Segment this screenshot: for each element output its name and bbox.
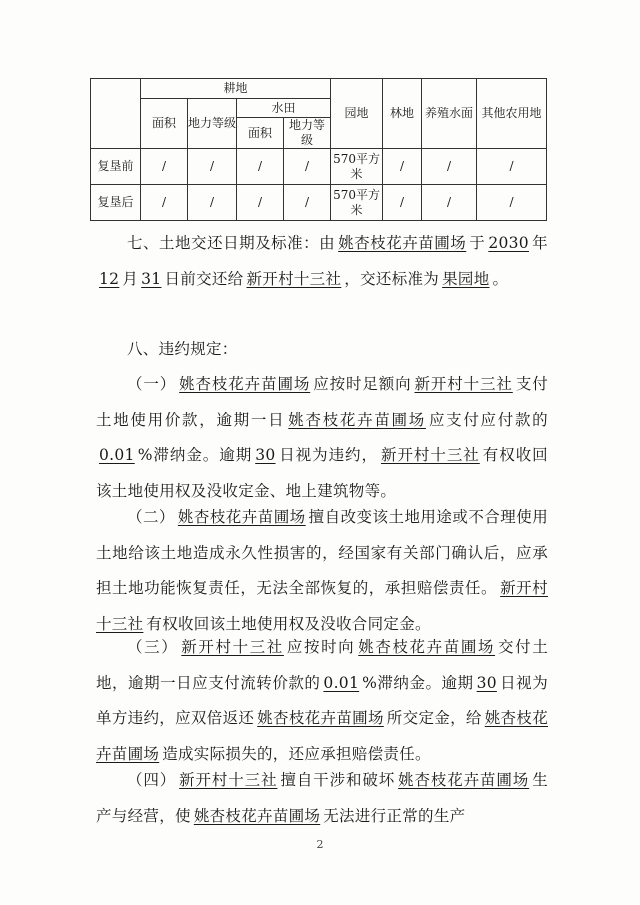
table-row xyxy=(91,185,547,221)
section-7-return-date xyxy=(96,226,548,297)
text: 交付土地，逾期一日应支付流转价款的 xyxy=(96,638,549,692)
text: 七、土地交还日期及标准：由 xyxy=(127,234,336,252)
header-shuitian-area: 面积 xyxy=(237,118,284,149)
table-cell: / xyxy=(141,149,188,185)
table-cell: / xyxy=(237,149,284,185)
clause-2 xyxy=(96,500,548,642)
header-yangzhi: 养殖水面 xyxy=(422,79,477,149)
table-cell: / xyxy=(477,149,547,185)
header-yuandi: 园地 xyxy=(331,79,383,149)
header-shuitian: 水田 xyxy=(237,99,331,118)
table-cell: / xyxy=(284,185,331,221)
party-b-name: 姚杏枝花卉苗圃场 xyxy=(338,234,467,252)
text: 日视为违约， xyxy=(278,446,378,464)
header-grade: 地力等级 xyxy=(188,99,237,149)
text: 日视为单方违约，应双倍返还 xyxy=(96,673,548,727)
text: 日前交还给 xyxy=(164,269,244,288)
text: 有权收回该土地使用权及没收合同定金。 xyxy=(146,614,431,633)
text: 应按时向 xyxy=(286,638,356,656)
table-cell: / xyxy=(188,149,237,185)
table-cell: / xyxy=(383,185,422,221)
clause-3 xyxy=(96,630,548,772)
table-cell: / xyxy=(237,185,284,221)
return-year: 2030 xyxy=(488,234,529,252)
clause-1 xyxy=(96,367,548,509)
text: 支付土地使用价款，逾期一日 xyxy=(96,375,548,429)
party-a-name: 新开村十三社 xyxy=(246,269,342,288)
overdue-days: 30 xyxy=(476,673,497,692)
clause-4 xyxy=(96,763,548,834)
party-a-name: 新开村十三社 xyxy=(414,375,513,393)
return-day: 31 xyxy=(141,269,162,288)
return-month: 12 xyxy=(99,269,120,288)
table-cell: / xyxy=(141,185,188,221)
party-b-name: 姚杏枝花卉苗圃场 xyxy=(177,508,306,526)
text: 所交定金，给 xyxy=(386,709,482,727)
text: %滞纳金。逾期 xyxy=(137,446,253,464)
header-area: 面积 xyxy=(141,99,188,149)
party-b-name: 姚杏枝花卉苗圃场 xyxy=(398,771,530,789)
party-b-name: 姚杏枝花卉苗圃场 xyxy=(96,709,548,763)
text: 。 xyxy=(492,269,509,288)
row-label: 复垦后 xyxy=(91,185,141,221)
party-a-name: 新开村十三社 xyxy=(181,638,284,656)
text: 无法进行正常的生产 xyxy=(323,806,466,825)
text: %滞纳金。逾期 xyxy=(362,673,474,692)
row-label: 复垦前 xyxy=(91,149,141,185)
table-cell: / xyxy=(284,149,331,185)
text: 擅自干涉和破坏 xyxy=(280,771,396,789)
clause-number: （三） xyxy=(127,638,179,656)
text: 年 xyxy=(531,234,548,252)
text: 造成实际损失的，还应承担赔偿责任。 xyxy=(162,744,431,763)
text: 月 xyxy=(122,269,139,288)
table-corner-cell xyxy=(91,79,141,149)
text: 应支付应付款的 xyxy=(428,410,548,429)
text: 有权收回该土地使用权及没收定金、地上建筑物等。 xyxy=(96,446,548,500)
party-b-name: 姚杏枝花卉苗圃场 xyxy=(358,638,496,656)
party-b-name: 姚杏枝花卉苗圃场 xyxy=(179,375,311,393)
header-other-farmland: 其他农用地 xyxy=(477,79,547,149)
header-gengdi: 耕地 xyxy=(141,79,331,99)
text: ，交还标准为 xyxy=(344,269,440,288)
late-fee-rate: 0.01 xyxy=(323,673,360,692)
header-lindi: 林地 xyxy=(383,79,422,149)
clause-number: （二） xyxy=(127,508,175,526)
party-b-name: 姚杏枝花卉苗圃场 xyxy=(257,709,384,727)
table-cell: / xyxy=(188,185,237,221)
page-number: 2 xyxy=(316,838,324,851)
header-shuitian-grade: 地力等级 xyxy=(284,118,331,149)
clause-number: （四） xyxy=(127,771,177,789)
table-cell: / xyxy=(383,149,422,185)
party-a-name: 新开村十三社 xyxy=(179,771,278,789)
table-cell: / xyxy=(477,185,547,221)
table-row xyxy=(91,149,547,185)
return-standard: 果园地 xyxy=(442,269,490,288)
text: 应按时足额向 xyxy=(313,375,412,393)
late-fee-rate: 0.01 xyxy=(99,446,135,464)
table-cell-yuandi: 570平方米 xyxy=(331,185,383,221)
party-b-name: 姚杏枝花卉苗圃场 xyxy=(288,410,426,429)
table-cell: / xyxy=(422,149,477,185)
section-8-title: 八、违约规定： xyxy=(127,340,238,358)
table-cell: / xyxy=(422,185,477,221)
clause-number: （一） xyxy=(127,375,177,393)
overdue-days: 30 xyxy=(255,446,276,464)
land-status-table xyxy=(90,78,547,221)
party-a-name: 新开村十三社 xyxy=(380,446,480,464)
text: 擅自改变该土地用途或不合理使用土地给该土地造成永久性损害的，经国家有关部门确认后，应承担土地功能恢复责任，无法全部恢复的，承担赔偿责任。 xyxy=(96,508,548,597)
table-cell-yuandi: 570平方米 xyxy=(331,149,383,185)
party-a-name: 新开村十三社 xyxy=(96,579,548,633)
text: 生产与经营，使 xyxy=(96,771,548,825)
text: 于 xyxy=(469,234,486,252)
party-b-name: 姚杏枝花卉苗圃场 xyxy=(193,806,321,825)
